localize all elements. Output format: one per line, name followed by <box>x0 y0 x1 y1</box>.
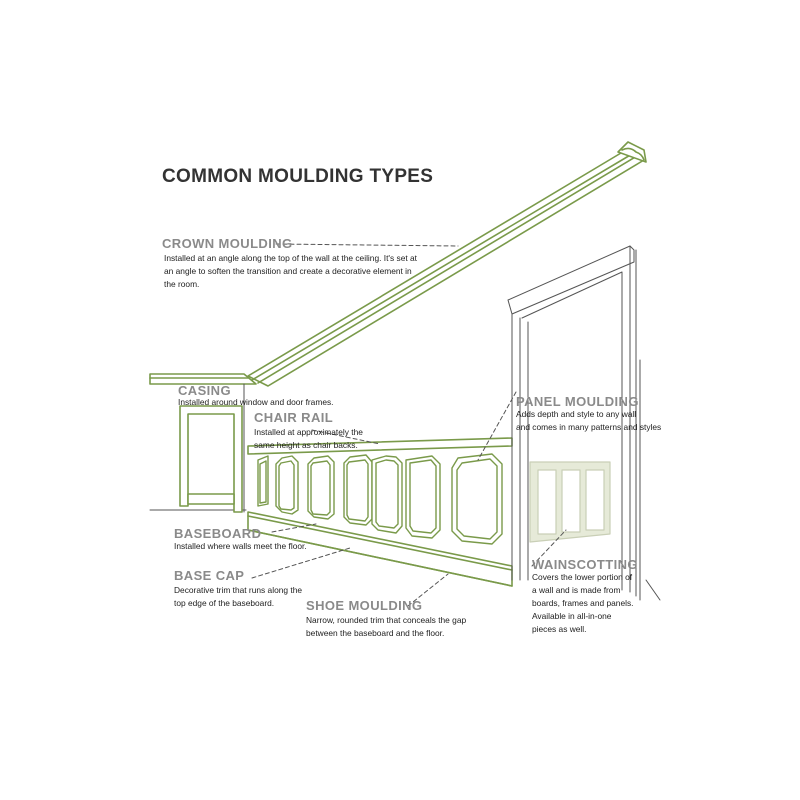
crown-moulding-label: CROWN MOULDING <box>162 236 293 251</box>
base-cap-description <box>174 584 302 610</box>
casing-line-1: Installed around window and door frames. <box>178 397 334 407</box>
casing-description <box>178 396 334 409</box>
wainscot-line-4: Available in all-in-one <box>532 611 612 621</box>
base-cap-line-1: Decorative trim that runs along the <box>174 585 303 595</box>
crown-leader <box>276 244 458 246</box>
panel-moulding-description <box>516 408 661 434</box>
chair-rail-line-1: Installed at approximately the <box>254 427 363 437</box>
casing-label: CASING <box>178 383 231 398</box>
chair-rail-description <box>254 426 363 452</box>
page-title: COMMON MOULDING TYPES <box>162 166 434 187</box>
shoe-line-2: between the baseboard and the floor. <box>306 628 445 638</box>
wainscot-line-1: Covers the lower portion of <box>532 572 633 582</box>
crown-line-3: the room. <box>164 279 200 289</box>
shoe-moulding-label: SHOE MOULDING <box>306 598 423 613</box>
chair-rail-line-2: same height as chair backs. <box>254 440 358 450</box>
base-cap-label: BASE CAP <box>174 568 245 583</box>
shoe-moulding-description <box>306 614 466 640</box>
panel-line-2: and comes in many patterns and styles <box>516 422 662 432</box>
crown-moulding-description <box>164 252 417 291</box>
far-right-wall <box>640 360 660 600</box>
baseboard-line-1: Installed where walls meet the floor. <box>174 541 307 551</box>
wainscotting-label: WAINSCOTTING <box>532 557 638 572</box>
panel-line-1: Adds depth and style to any wall <box>516 409 637 419</box>
panel-moulding-label: PANEL MOULDING <box>516 394 639 409</box>
door-casing <box>180 406 242 512</box>
shoe-line-1: Narrow, rounded trim that conceals the gap <box>306 615 467 625</box>
base-cap-line-2: top edge of the baseboard. <box>174 598 275 608</box>
panel-leader <box>478 392 516 460</box>
wainscot-line-5: pieces as well. <box>532 624 587 634</box>
crown-line-1: Installed at an angle along the top of the wall at the ceiling. It's set at <box>164 253 418 263</box>
chair-rail-label: CHAIR RAIL <box>254 410 334 425</box>
crown-line-2: an angle to soften the transition and create a decorative element in <box>164 266 412 276</box>
wainscot-line-3: boards, frames and panels. <box>532 598 634 608</box>
wainscot-line-2: a wall and is made from <box>532 585 621 595</box>
baseboard-description <box>174 540 307 553</box>
baseboard-label: BASEBOARD <box>174 526 262 541</box>
wainscot-panel <box>530 462 610 542</box>
wainscotting-description <box>532 571 634 636</box>
